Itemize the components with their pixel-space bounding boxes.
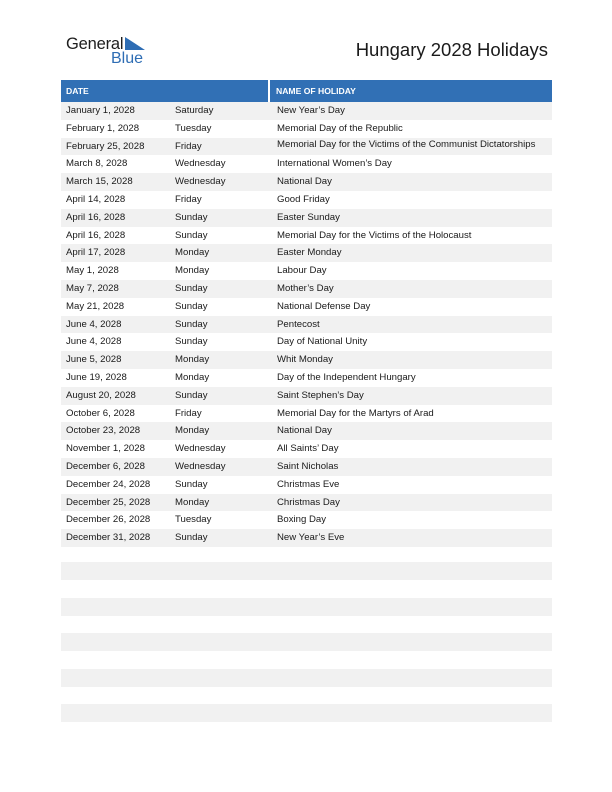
holiday-name: Christmas Day — [277, 496, 340, 508]
holiday-weekday: Friday — [175, 407, 202, 419]
holiday-weekday: Monday — [175, 425, 210, 437]
blank-row — [61, 598, 552, 616]
holidays-table — [61, 80, 552, 547]
holiday-weekday: Sunday — [175, 336, 208, 348]
table-row — [61, 191, 552, 209]
holiday-name: Saint Nicholas — [277, 460, 339, 472]
holiday-weekday: Monday — [175, 265, 210, 277]
holiday-date: February 25, 2028 — [66, 140, 145, 152]
holiday-name: Saint Stephen’s Day — [277, 389, 364, 401]
table-row — [61, 298, 552, 316]
holiday-weekday: Sunday — [175, 282, 208, 294]
holiday-date: April 14, 2028 — [66, 193, 126, 205]
holiday-weekday: Sunday — [175, 229, 208, 241]
table-row — [61, 476, 552, 494]
holiday-name: Pentecost — [277, 318, 320, 330]
holiday-date: January 1, 2028 — [66, 105, 135, 116]
holiday-date: June 19, 2028 — [66, 371, 127, 383]
table-row — [61, 316, 552, 334]
holiday-name: Easter Sunday — [277, 211, 340, 223]
holiday-name: All Saints’ Day — [277, 443, 339, 455]
table-row — [61, 262, 552, 280]
holiday-weekday: Sunday — [175, 300, 208, 312]
table-body — [61, 102, 552, 547]
holiday-weekday: Friday — [175, 140, 202, 152]
table-row — [61, 138, 552, 156]
holiday-weekday: Wednesday — [175, 443, 226, 455]
holiday-date: April 16, 2028 — [66, 229, 126, 241]
table-row — [61, 422, 552, 440]
holiday-weekday: Monday — [175, 371, 210, 383]
holiday-name: New Year’s Day — [277, 105, 345, 116]
holiday-weekday: Sunday — [175, 389, 208, 401]
holiday-name: Labour Day — [277, 265, 327, 277]
holiday-name: Easter Monday — [277, 247, 342, 259]
holiday-weekday: Tuesday — [175, 514, 212, 526]
generalblue-logo — [66, 35, 166, 69]
holiday-name: Mother’s Day — [277, 282, 334, 294]
holiday-name: Christmas Eve — [277, 478, 340, 490]
logo-triangle-icon — [122, 37, 146, 51]
table-row — [61, 280, 552, 298]
holiday-date: March 15, 2028 — [66, 176, 133, 188]
table-row — [61, 333, 552, 351]
holiday-date: April 17, 2028 — [66, 247, 126, 259]
holiday-date: June 4, 2028 — [66, 336, 122, 348]
table-row — [61, 529, 552, 547]
holiday-weekday: Wednesday — [175, 460, 226, 472]
table-row — [61, 173, 552, 191]
holiday-name: Memorial Day for the Martyrs of Arad — [277, 407, 434, 419]
blank-row — [61, 562, 552, 580]
holiday-date: October 23, 2028 — [66, 425, 141, 437]
holiday-date: October 6, 2028 — [66, 407, 135, 419]
table-row — [61, 351, 552, 369]
holiday-weekday: Tuesday — [175, 122, 212, 134]
table-row — [61, 405, 552, 423]
holiday-weekday: Friday — [175, 193, 202, 205]
table-row — [61, 209, 552, 227]
table-row — [61, 120, 552, 138]
holiday-weekday: Monday — [175, 354, 210, 366]
holiday-weekday: Saturday — [175, 105, 214, 116]
holiday-date: December 31, 2028 — [66, 532, 151, 544]
holiday-name: Memorial Day of the Republic — [277, 122, 403, 134]
table-row — [61, 387, 552, 405]
holiday-weekday: Sunday — [175, 478, 208, 490]
blank-row — [61, 669, 552, 687]
table-row — [61, 511, 552, 529]
header-holiday-name: NAME OF HOLIDAY — [276, 86, 356, 96]
holiday-date: December 24, 2028 — [66, 478, 151, 490]
holiday-date: December 6, 2028 — [66, 460, 145, 472]
holiday-name: Memorial Day for the Victims of the Holocaust — [277, 229, 472, 241]
holiday-weekday: Monday — [175, 496, 210, 508]
holiday-date: April 16, 2028 — [66, 211, 126, 223]
holiday-weekday: Sunday — [175, 211, 208, 223]
table-row — [61, 155, 552, 173]
holiday-date: February 1, 2028 — [66, 122, 140, 134]
holiday-name: Day of National Unity — [277, 336, 368, 348]
holiday-date: June 4, 2028 — [66, 318, 122, 330]
table-row — [61, 102, 552, 120]
blank-row — [61, 633, 552, 651]
table-row — [61, 369, 552, 387]
page-title: Hungary 2028 Holidays — [355, 39, 548, 60]
holiday-date: March 8, 2028 — [66, 158, 128, 170]
blank-row — [61, 704, 552, 722]
table-header — [61, 80, 552, 102]
header-date: DATE — [61, 80, 270, 102]
table-row — [61, 440, 552, 458]
table-row — [61, 227, 552, 245]
table-row — [61, 244, 552, 262]
holiday-name: Good Friday — [277, 193, 330, 205]
logo-text-blue: Blue — [111, 50, 144, 67]
table-row — [61, 458, 552, 476]
table-row — [61, 494, 552, 512]
holiday-name: New Year’s Eve — [277, 532, 345, 544]
holiday-name: Memorial Day for the Victims of the Communist Dictatorships — [277, 138, 536, 150]
holiday-weekday: Wednesday — [175, 158, 226, 170]
holiday-date: August 20, 2028 — [66, 389, 136, 401]
holiday-name: National Day — [277, 425, 332, 437]
logo-text-general: General — [66, 35, 124, 53]
holiday-name: National Day — [277, 176, 332, 188]
holiday-date: June 5, 2028 — [66, 354, 122, 366]
holiday-date: December 25, 2028 — [66, 496, 151, 508]
holiday-date: May 21, 2028 — [66, 300, 125, 312]
holiday-weekday: Sunday — [175, 532, 208, 544]
holiday-name: International Women’s Day — [277, 158, 392, 170]
holiday-weekday: Wednesday — [175, 176, 226, 188]
holiday-date: December 26, 2028 — [66, 514, 151, 526]
holiday-date: November 1, 2028 — [66, 443, 145, 455]
holiday-weekday: Monday — [175, 247, 210, 259]
holiday-name: Whit Monday — [277, 354, 333, 366]
holiday-date: May 1, 2028 — [66, 265, 119, 277]
holiday-name: National Defense Day — [277, 300, 371, 312]
holiday-name: Day of the Independent Hungary — [277, 371, 416, 383]
holiday-date: May 7, 2028 — [66, 282, 119, 294]
holiday-weekday: Sunday — [175, 318, 208, 330]
holiday-name: Boxing Day — [277, 514, 327, 526]
